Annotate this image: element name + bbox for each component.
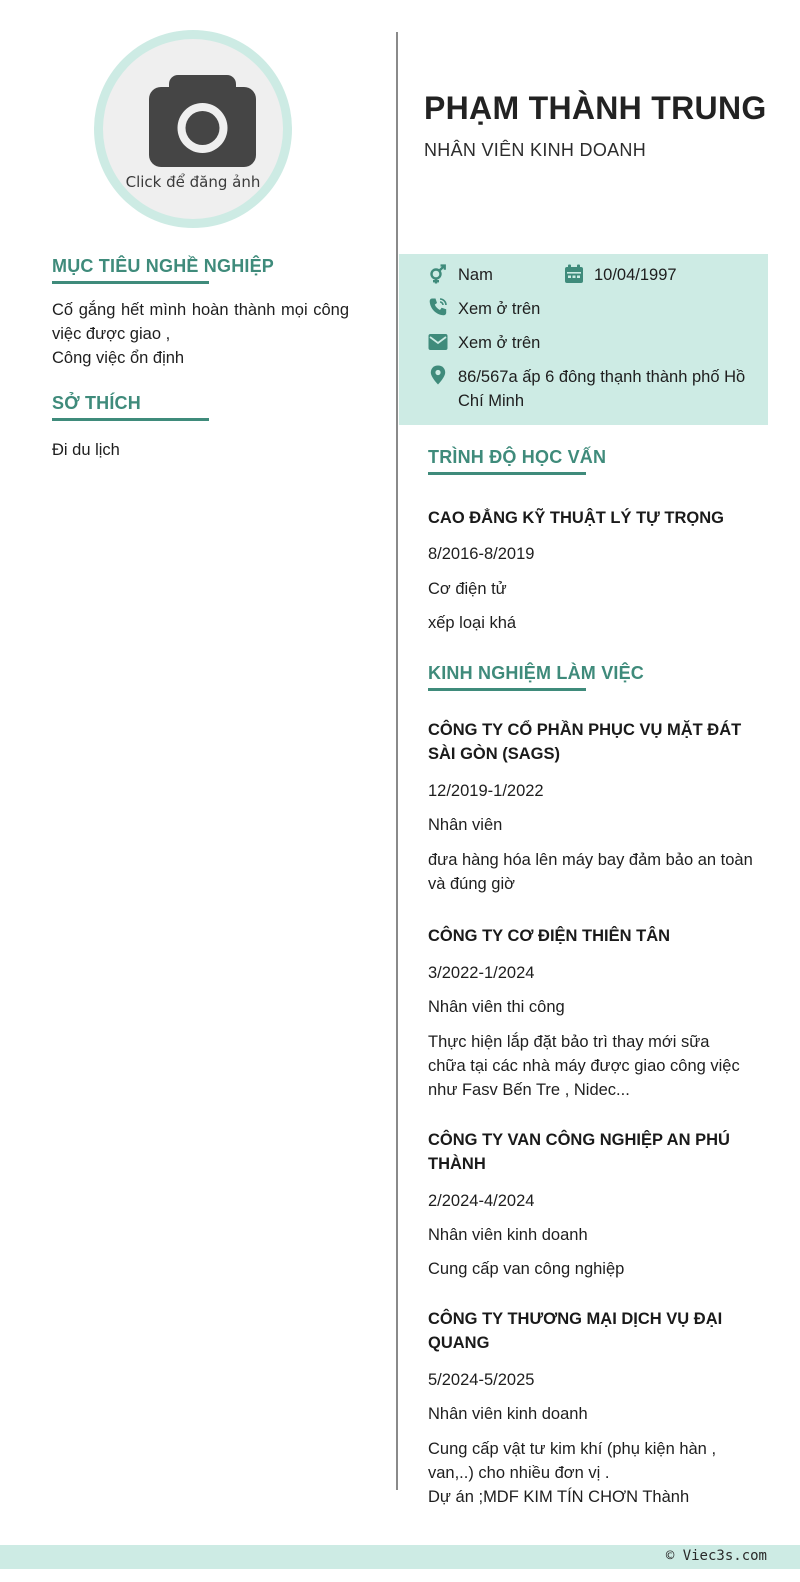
job-description: Cung cấp vật tư kim khí (phụ kiện hàn , van,..) cho nhiều đơn vị . xyxy=(428,1440,717,1482)
email-value: Xem ở trên xyxy=(458,334,541,352)
school-name: CAO ĐẲNG KỸ THUẬT LÝ TỰ TRỌNG xyxy=(428,509,725,527)
job-position: Nhân viên thi công xyxy=(428,998,565,1016)
gender-value: Nam xyxy=(458,266,493,284)
job-description-extra: Dự án ;MDF KIM TÍN CHƠN Thành xyxy=(428,1488,690,1506)
job-description: Thực hiện lắp đặt bảo trì thay mới sữa chữa tại các nhà máy được giao công việc như Fasv Bến Tre , Nidec... xyxy=(428,1033,740,1099)
hobbies-underline xyxy=(52,418,209,421)
job-period: 12/2019-1/2022 xyxy=(428,782,544,800)
camera-icon xyxy=(149,75,256,167)
job-description: Cung cấp van công nghiệp xyxy=(428,1260,625,1278)
calendar-icon xyxy=(564,264,584,284)
job-period: 3/2022-1/2024 xyxy=(428,964,535,982)
avatar-placeholder[interactable] xyxy=(103,39,283,219)
contact-info-panel xyxy=(399,254,768,425)
job-description: đưa hàng hóa lên máy bay đảm bảo an toàn và đúng giờ xyxy=(428,851,753,893)
education-underline xyxy=(428,472,586,475)
job-company: CÔNG TY CỔ PHẦN PHỤC VỤ MẶT ĐÁT SÀI GÒN (SAGS) xyxy=(428,721,742,763)
job-company: CÔNG TY CƠ ĐIỆN THIÊN TÂN xyxy=(428,927,671,945)
phone-value: Xem ở trên xyxy=(458,300,541,318)
education-major: Cơ điện tử xyxy=(428,580,507,598)
candidate-name: PHẠM THÀNH TRUNG xyxy=(424,90,767,126)
avatar-upload[interactable] xyxy=(94,30,292,228)
hobbies-text: Đi du lịch xyxy=(52,441,120,459)
email-icon xyxy=(428,332,448,352)
education-grade: xếp loại khá xyxy=(428,614,517,632)
objective-text xyxy=(52,298,349,370)
phone-icon xyxy=(428,297,448,317)
job-period: 5/2024-5/2025 xyxy=(428,1371,535,1389)
footer-copyright[interactable]: © Viec3s.com xyxy=(665,1548,767,1564)
job-position: Nhân viên kinh doanh xyxy=(428,1226,588,1244)
birthday-value: 10/04/1997 xyxy=(594,266,677,284)
candidate-job-title: NHÂN VIÊN KINH DOANH xyxy=(424,140,647,160)
address-value: 86/567a ấp 6 đông thạnh thành phố Hồ Chí Minh xyxy=(458,368,746,410)
objective-line-1: Cố gắng hết mình hoàn thành mọi công việc được giao , xyxy=(52,301,349,343)
location-pin-icon xyxy=(428,365,448,385)
job-position: Nhân viên kinh doanh xyxy=(428,1405,588,1423)
objective-title: MỤC TIÊU NGHỀ NGHIỆP xyxy=(52,256,275,276)
experience-title: KINH NGHIỆM LÀM VIỆC xyxy=(428,663,645,683)
experience-underline xyxy=(428,688,586,691)
education-period: 8/2016-8/2019 xyxy=(428,545,535,563)
upload-photo-caption[interactable]: Click để đăng ảnh xyxy=(125,173,261,191)
education-title: TRÌNH ĐỘ HỌC VẤN xyxy=(428,447,607,467)
job-company: CÔNG TY VAN CÔNG NGHIỆP AN PHÚ THÀNH xyxy=(428,1131,730,1173)
job-company: CÔNG TY THƯƠNG MẠI DỊCH VỤ ĐẠI QUANG xyxy=(428,1310,723,1352)
job-position: Nhân viên xyxy=(428,816,503,834)
left-column xyxy=(0,0,397,1545)
objective-underline xyxy=(52,281,209,284)
objective-line-2: Công việc ổn định xyxy=(52,349,185,367)
footer-bar xyxy=(0,1545,800,1569)
hobbies-title: SỞ THÍCH xyxy=(52,393,141,413)
job-period: 2/2024-4/2024 xyxy=(428,1192,535,1210)
column-divider xyxy=(396,32,398,1490)
gender-icon xyxy=(428,264,448,284)
